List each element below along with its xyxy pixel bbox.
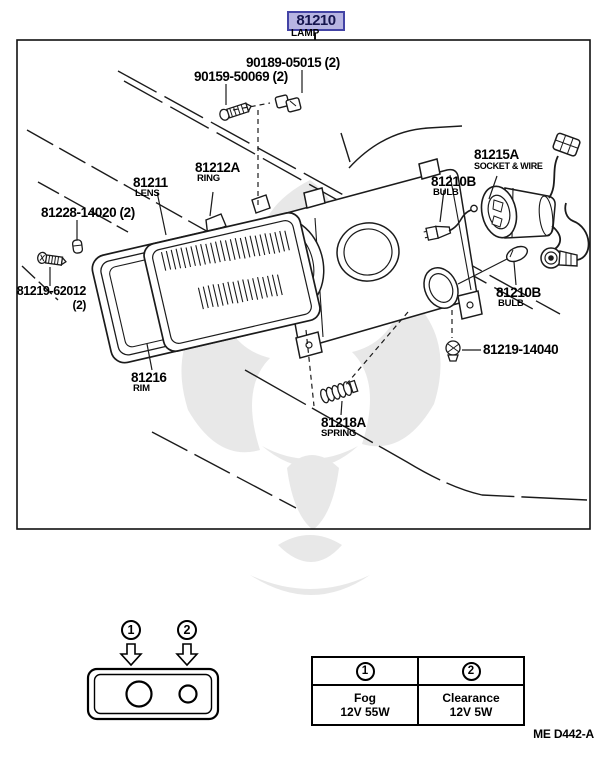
selected-part-name: LAMP [291, 28, 320, 39]
clip-drawing [275, 95, 301, 113]
part-name: BULB [498, 298, 524, 309]
part-number[interactable]: 81215A [474, 147, 519, 162]
part-number[interactable]: 81210B [496, 285, 541, 300]
callout-81216[interactable] [131, 371, 167, 394]
bulb-bottom-drawing [504, 243, 529, 264]
screw-top-drawing [218, 101, 252, 122]
position-2-badge: 2 [177, 620, 197, 640]
spec-cell-clearance [418, 685, 524, 725]
position-1-badge: 1 [121, 620, 141, 640]
part-number[interactable]: 81219-14040 [483, 342, 559, 357]
selected-part-number[interactable]: 81210 [287, 11, 345, 31]
lens-drawing [142, 210, 323, 353]
callout-81211[interactable] [133, 176, 168, 199]
part-name: BULB [433, 187, 459, 198]
callout-81218a[interactable] [321, 416, 366, 439]
bulb-rating: 12V 55W [340, 705, 390, 719]
part-name: SPRING [321, 428, 357, 439]
callout-81219-14040[interactable] [483, 343, 558, 356]
screw-left-drawing [37, 252, 67, 267]
table-header-1 [312, 657, 418, 685]
position-1-badge: 1 [356, 662, 375, 681]
part-number[interactable]: 81212A [195, 160, 240, 175]
part-number[interactable]: 90189-05015 (2) [246, 55, 340, 70]
table-header-row [312, 657, 524, 685]
legend-graphic [88, 644, 218, 719]
part-number[interactable]: 90159-50069 (2) [194, 69, 288, 84]
bulb-rating: 12V 5W [449, 705, 493, 719]
table-body-row [312, 685, 524, 725]
down-arrow-icon [177, 644, 197, 665]
callout-90159-50069[interactable] [194, 70, 288, 83]
down-arrow-icon [121, 644, 141, 665]
part-number[interactable]: 81219-62012 [16, 284, 86, 298]
nut-bottom-drawing [446, 341, 460, 361]
callout-81219-62012[interactable] [14, 285, 86, 312]
callout-81212a[interactable] [195, 161, 240, 184]
table-header-2 [418, 657, 524, 685]
part-name: LENS [135, 188, 160, 199]
part-quantity: (2) [72, 298, 86, 312]
callout-81210b-top[interactable] [431, 175, 476, 198]
bulb-type: Fog [354, 691, 376, 705]
callout-81215a[interactable] [474, 148, 543, 171]
callout-81210b-bottom[interactable] [496, 286, 541, 309]
spec-cell-fog [312, 685, 418, 725]
spring-drawing [319, 379, 358, 404]
part-number[interactable]: 81216 [131, 370, 167, 385]
callout-81228-14020[interactable] [41, 206, 135, 219]
part-name: SOCKET & WIRE [474, 161, 543, 171]
part-number[interactable]: 81228-14020 (2) [41, 205, 135, 220]
bulb-spec-table [311, 656, 525, 726]
position-2-badge: 2 [462, 662, 481, 681]
part-name: RIM [133, 383, 150, 394]
bulb-type: Clearance [442, 691, 500, 705]
part-number[interactable]: 81211 [133, 175, 168, 190]
part-number[interactable]: 81210B [431, 174, 476, 189]
figure-code: ME D442-A [533, 727, 594, 741]
callout-90189-05015[interactable] [246, 56, 340, 69]
part-name: RING [197, 173, 220, 184]
nut-small-drawing [72, 239, 83, 253]
part-number[interactable]: 81218A [321, 415, 366, 430]
